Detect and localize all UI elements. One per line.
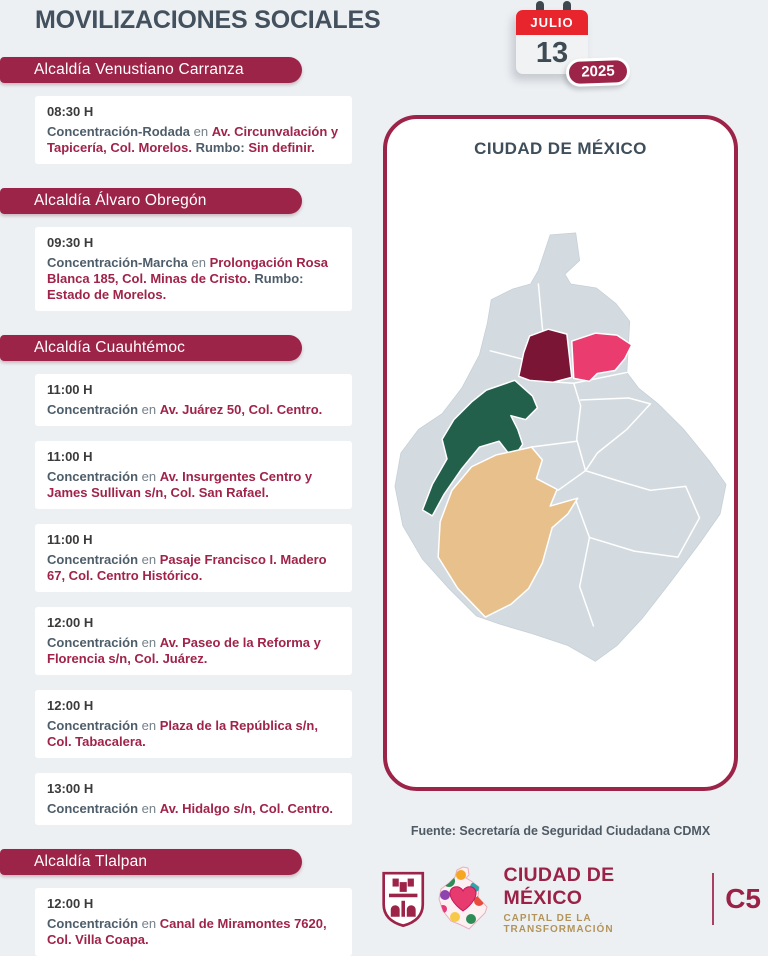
event-card [35,96,352,164]
event-text-segment: Concentración [47,469,139,484]
event-card [35,607,352,675]
event-description [47,124,340,156]
event-text-segment: en [138,801,160,816]
event-description [47,255,340,303]
event-text-segment: Concentración-Marcha [47,255,188,270]
event-description [47,402,340,418]
city-map-panel [383,115,738,791]
alcaldia-header: Alcaldía Tlalpan [0,849,302,875]
event-text-segment: Concentración [47,916,139,931]
event-time: 12:00 H [47,615,94,630]
event-description [47,916,340,948]
event-time: 13:00 H [47,781,94,796]
event-text-segment: Estado de Morelos. [47,287,167,302]
event-description [47,635,340,667]
alcaldia-header: Alcaldía Cuauhtémoc [0,335,302,361]
event-text-segment: en [190,124,212,139]
map-panel-title: CIUDAD DE MÉXICO [474,139,647,158]
event-text-segment: Plaza de la República s/n, Col. Tabacalera. [47,718,318,749]
calendar-month: JULIO [516,10,588,35]
event-time: 12:00 H [47,698,94,713]
source-caption: Fuente: Secretaría de Seguridad Ciudadana CDMX [410,824,711,838]
event-description [47,469,340,501]
page-title: MOVILIZACIONES SOCIALES [35,6,381,34]
alcaldia-header: Alcaldía Álvaro Obregón [0,188,302,214]
footer-brand-name: CIUDAD DE MÉXICO [503,863,615,909]
event-card [35,888,352,956]
cdmx-heart-map-logo-icon [435,865,491,933]
event-text-segment: Concentración [47,801,139,816]
event-text-segment: Concentración [47,402,139,417]
event-text-segment: en [138,402,160,417]
footer-agency-label: C5 [725,883,761,914]
event-text-segment: Concentración [47,552,139,567]
event-text-segment: Av. Circunvalación y Tapicería, Col. Morelos. [47,124,339,155]
events-column [0,57,383,956]
event-time: 12:00 H [47,896,94,911]
footer-brand-block [503,864,698,935]
footer [381,860,761,938]
alcaldia-section [0,849,383,956]
event-time: 11:00 H [47,449,93,464]
cdmx-coat-of-arms-icon [381,869,425,929]
event-text-segment: Concentración-Rodada [47,124,191,139]
alcaldia-header: Alcaldía Venustiano Carranza [0,57,302,83]
event-text-segment: en [138,718,160,733]
event-text-segment: Av. Juárez 50, Col. Centro. [159,402,323,417]
event-text-segment: Rumbo: [254,271,304,286]
event-text-segment: en [138,552,160,567]
event-text-segment: en [187,255,210,270]
event-text-segment: Concentración [47,718,139,733]
event-text-segment: Av. Insurgentes Centro y James Sullivan s/n, Col. San Rafael. [47,469,313,500]
event-card [35,227,352,311]
event-text-segment: Av. Paseo de la Reforma y Florencia s/n, Col. Juárez. [47,635,321,666]
alcaldia-section [0,335,383,825]
calendar-day: 13 [535,37,569,69]
event-text-segment: Rumbo: [195,140,249,155]
event-text-segment: en [138,635,160,650]
event-time: 11:00 H [47,382,93,397]
cdmx-map [393,229,727,677]
calendar-icon [516,1,636,89]
event-text-segment: Pasaje Francisco I. Madero 67, Col. Centro Histórico. [47,552,327,583]
event-description [47,801,340,817]
event-text-segment: Sin definir. [248,140,315,155]
event-card [35,374,352,426]
event-time: 11:00 H [47,532,93,547]
event-text-segment: en [138,916,160,931]
footer-divider [712,873,714,925]
event-card [35,524,352,592]
event-description [47,552,340,584]
event-text-segment: Prolongación Rosa Blanca 185, Col. Minas de Cristo. [47,255,329,286]
event-card [35,441,352,509]
event-text-segment: Concentración [47,635,139,650]
event-card [35,690,352,758]
alcaldia-section [0,188,383,311]
event-card [35,773,352,825]
event-text-segment: Canal de Miramontes 7620, Col. Villa Coapa. [47,916,327,947]
footer-brand-tagline: CAPITAL DE LA TRANSFORMACIÓN [503,912,614,935]
event-text-segment: en [138,469,160,484]
calendar-year-badge: 2025 [566,57,631,87]
event-time: 08:30 H [47,104,94,119]
event-description [47,718,340,750]
event-text-segment: Av. Hidalgo s/n, Col. Centro. [159,801,334,816]
event-time: 09:30 H [47,235,94,250]
alcaldia-section [0,57,383,164]
